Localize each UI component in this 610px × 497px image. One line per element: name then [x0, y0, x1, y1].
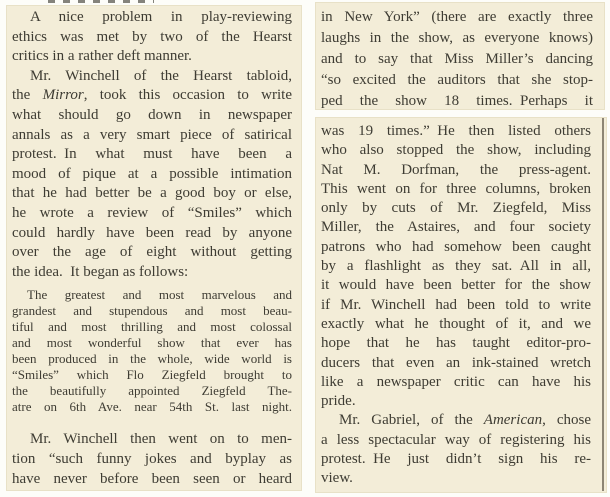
text-line: view. [321, 470, 353, 487]
text-line: that he had better be a good boy or else, [12, 185, 292, 202]
text-line: Mr. Gabriel, of the American, chose [339, 412, 592, 429]
text-line: a less spectacular way of registering his [321, 431, 591, 448]
paragraph [12, 67, 292, 283]
text-line: could hardly have been read by anyone [12, 224, 292, 241]
text-line: This went on for three columns, broken [321, 180, 591, 197]
text-line: and most wonderful show that ever has [12, 335, 292, 351]
text-line: Nat M. Dorfman, the press-agent. [321, 161, 591, 178]
text-line: who also stopped the show, including [321, 142, 591, 159]
left-column-scan [6, 5, 302, 491]
text-line: ducers that even an ink-stained wretch [321, 354, 591, 371]
text-line: Mr. Winchell then went on to men- [30, 431, 292, 448]
text-line: grandest and stupendous and most beau- [12, 303, 292, 319]
text-line: tion “such funny jokes and byplay as [12, 450, 292, 467]
text-line: laughs in the show, as everyone knows) [321, 30, 593, 46]
text-line: “Smiles” which Flo Ziegfeld brought to [12, 367, 292, 383]
italic-text: Mirror [42, 87, 84, 104]
text-line: hope that he has taught editor-pro- [321, 335, 591, 352]
text-line: it would have been better for the show [321, 277, 591, 294]
text-line: he wrote a review of “Smiles” which [12, 204, 292, 221]
text-line: Miller, the Astaires, and four society [321, 219, 591, 236]
text-line: ped the show 18 times. Perhaps it [321, 93, 593, 109]
right-column-bottom-scan [315, 117, 607, 493]
text-line: in New York” (there are exactly three [321, 9, 593, 25]
text-line: and to say that Miss Miller’s dancing [321, 51, 593, 67]
text-line: the beautifully appointed Ziegfeld The- [12, 383, 292, 399]
text-line: ethics was met by two of the Hearst [12, 28, 292, 45]
text-line: exactly what he thought of it, and we [321, 315, 591, 332]
right-column-top-scan [315, 2, 605, 110]
text-line: if Mr. Winchell had been told to write [321, 296, 591, 313]
text-line: atre on 6th Ave. near 54th St. last night. [12, 399, 292, 415]
text-line: mood of pique at a possible intimation [12, 165, 292, 182]
text-line: the Mirror, took this occasion to write [12, 87, 292, 104]
page-edge-line [602, 118, 604, 491]
crop-artifact [48, 0, 154, 3]
italic-text: American [483, 412, 543, 429]
paragraph [321, 411, 591, 488]
text-line: Mr. Winchell of the Hearst tabloid, [30, 67, 292, 84]
text-line: by a flashlight as they sat. All in all, [321, 258, 591, 275]
paragraph [12, 430, 292, 489]
text-line: over the age of eight without getting [12, 244, 292, 261]
text-line: been produced in the whole, wide world is [12, 351, 292, 367]
text-line: protest. He just didn’t sign his re- [321, 451, 591, 468]
text-line: the idea. It began as follows: [12, 263, 189, 280]
text-line: have never before been seen or heard [12, 470, 292, 487]
text-line: like a newspaper critic can have his [321, 373, 591, 390]
blockquote [12, 287, 292, 415]
text-line: A nice problem in play-reviewing [30, 9, 292, 25]
text-line: The greatest and most marvelous and [27, 287, 292, 303]
text-line: was 19 times.” He then listed others [321, 123, 591, 139]
text-line: what should go down in newspaper [12, 106, 292, 123]
text-line: protest. In what must have been a [12, 146, 292, 163]
paragraph [321, 7, 593, 112]
paragraph [321, 122, 591, 411]
paragraph [12, 8, 292, 67]
text-line: only by cuts of Mr. Ziegfeld, Miss [321, 200, 591, 217]
text-line: patrons who had somehow been caught [321, 238, 591, 255]
text-line: annals as a very smart piece of satirical [12, 126, 292, 143]
text-line: “so excited the auditors that she stop- [321, 72, 593, 88]
text-line: pride. [321, 393, 356, 410]
text-line: critics in a rather deft manner. [12, 48, 192, 65]
text-line: tiful and most thrilling and most colossal [12, 319, 292, 335]
